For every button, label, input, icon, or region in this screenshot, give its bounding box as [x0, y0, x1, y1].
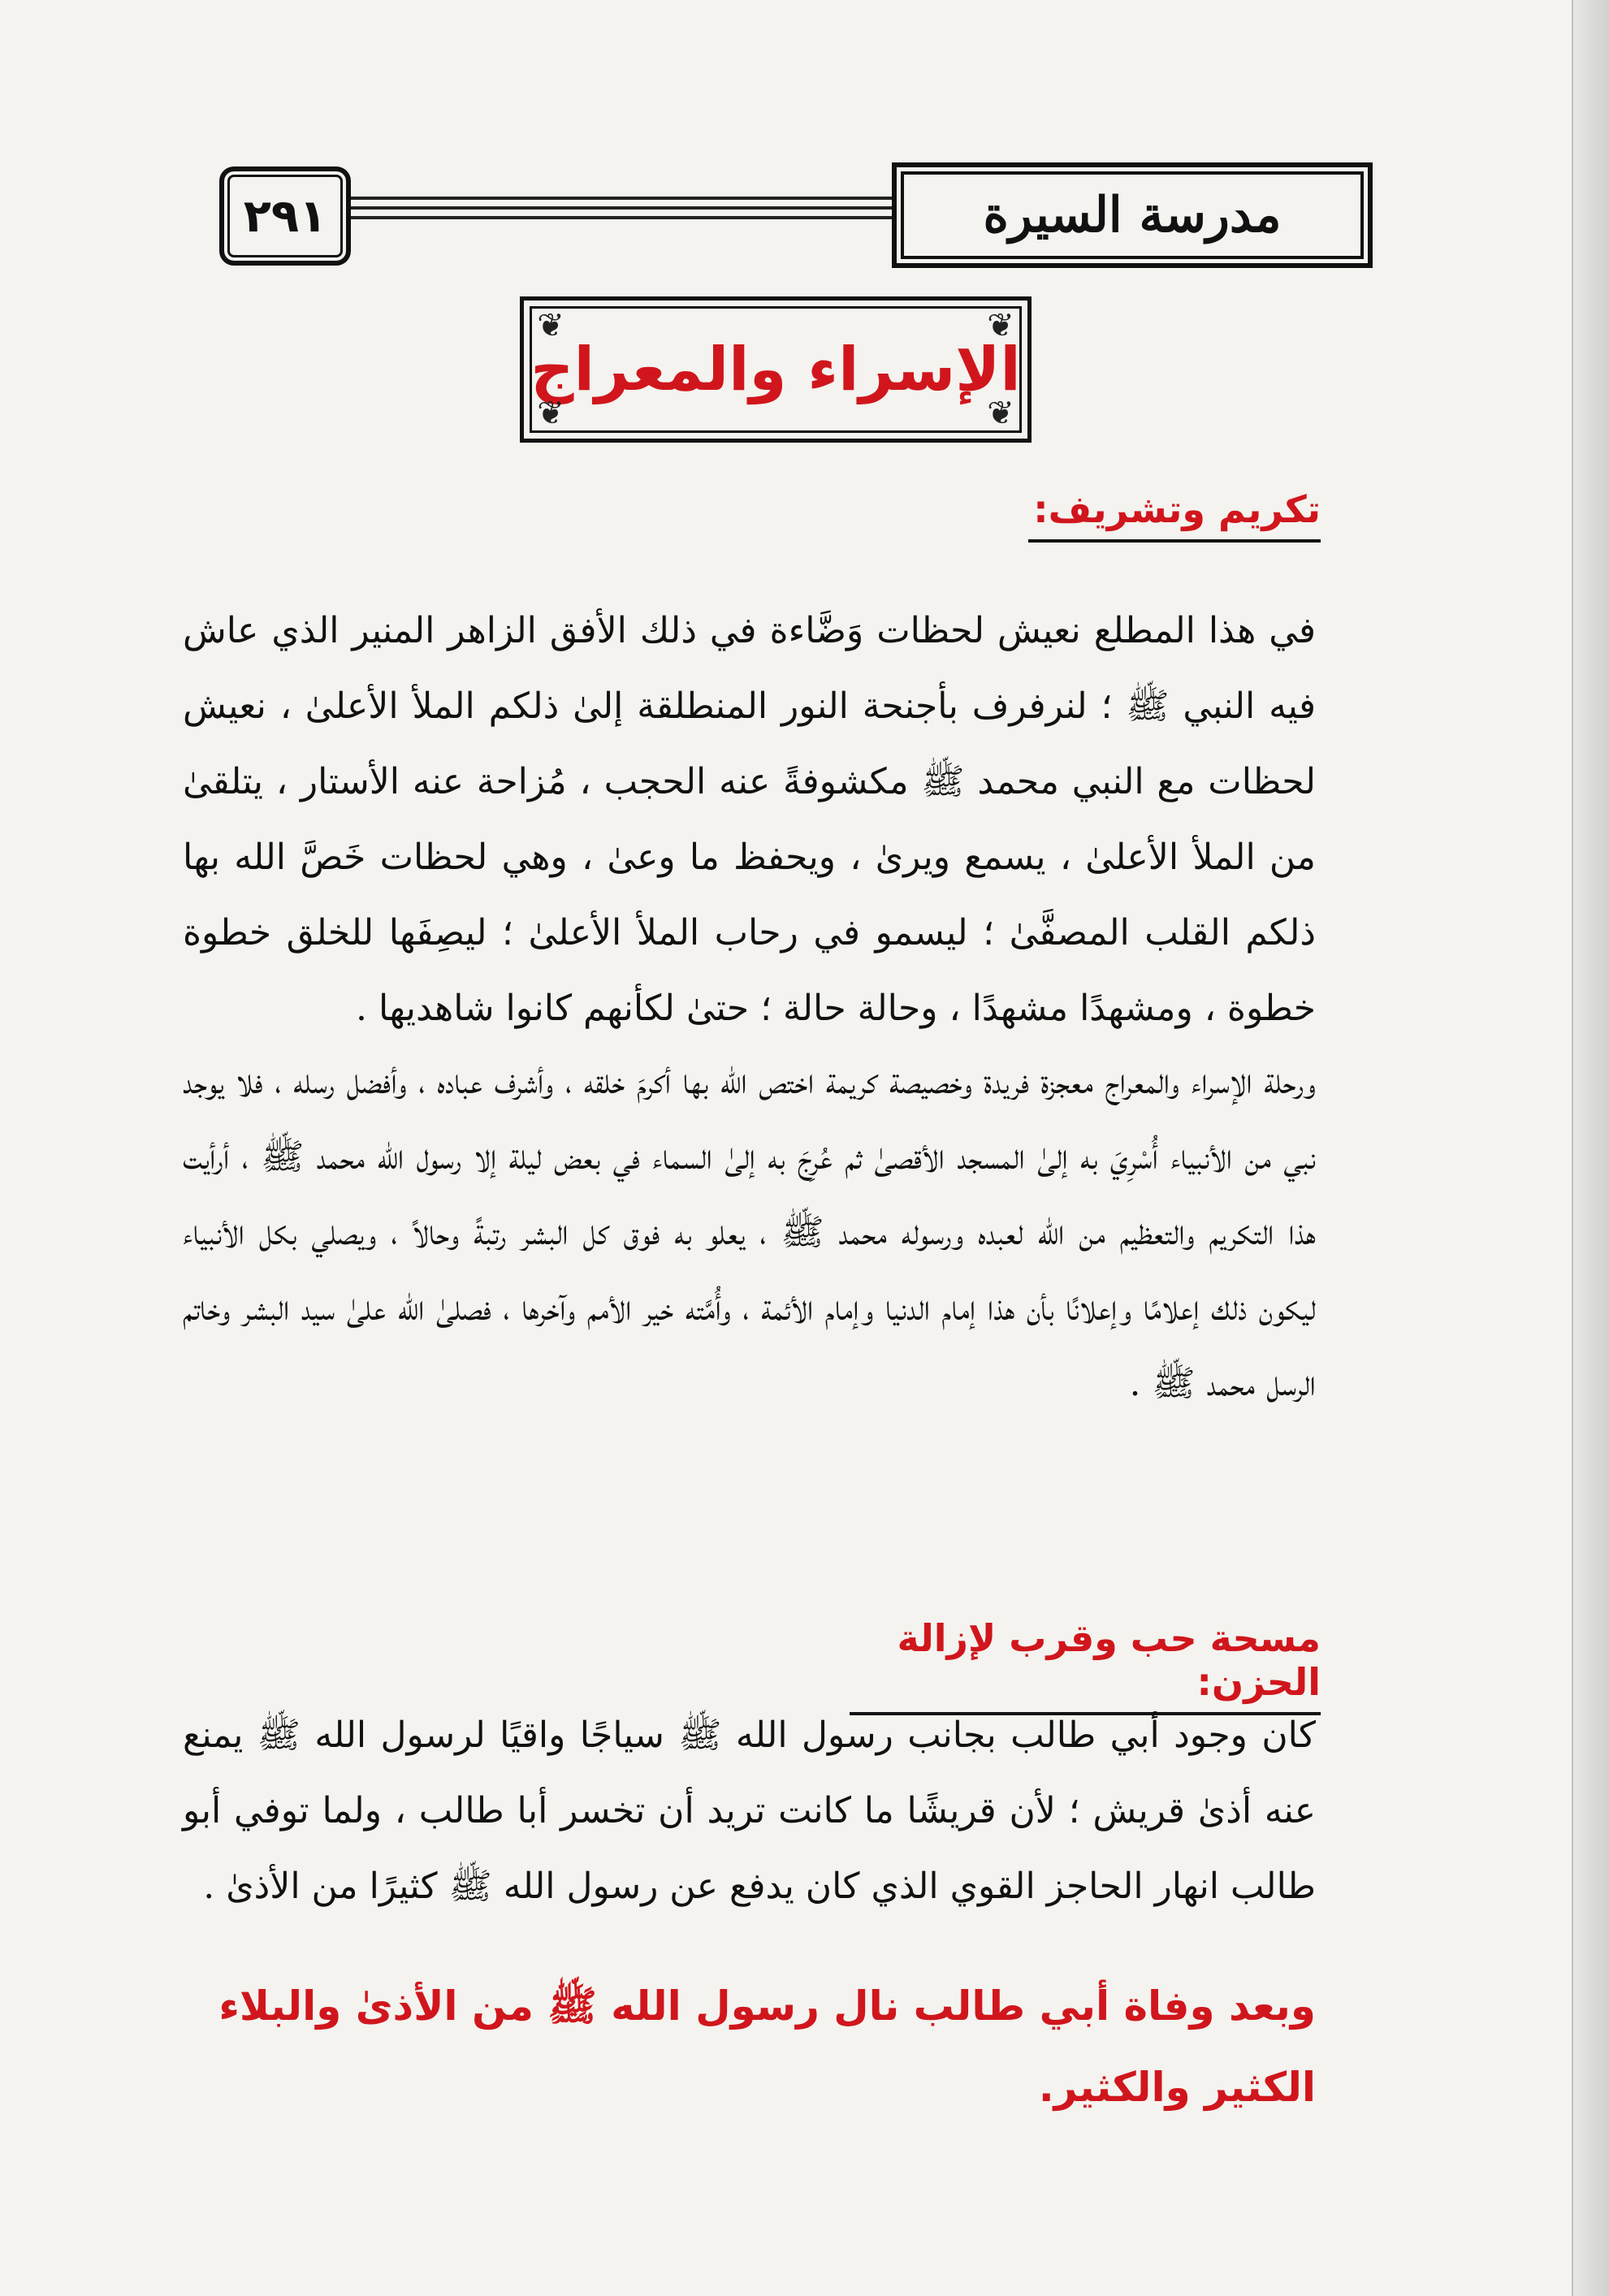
closing-highlight-line: وبعد وفاة أبي طالب نال رسول الله ﷺ من الأذىٰ والبلاء الكثير والكثير.: [218, 1983, 1316, 2111]
page-header: [171, 162, 1373, 260]
section-heading-text: تكريم وتشريف:: [1033, 487, 1321, 531]
paragraph: ورحلة الإسراء والمعراج معجزة فريدة وخصيصة كريمة اختص الله بها أكرمَ خلقه ، وأشرف عباده ، وأفضل رسله ، فلا يوجد نبي من الأنبياء أُسْرِيَ به إلىٰ المسجد الأقصىٰ ثم عُرِجَ به إلىٰ السماء في بعض ليلة إلا رسول الله محمد ﷺ ، أرأيت هذا التكريم والتعظيم من الله لعبده ورسوله محمد ﷺ ، يعلو به فوق كل البشر رتبةً وحالاً ، ويصلي بكل الأنبياء ليكون ذلك إعلامًا وإعلانًا بأن هذا إمام الدنيا وإمام الأئمة ، وأُمَّته خير الأمم وآخرها ، فصلىٰ الله علىٰ سيد البشر وخاتم الرسل محمد ﷺ .: [183, 1061, 1316, 1404]
section-heading-text: مسحة حب وقرب لإزالة الحزن:: [897, 1616, 1321, 1704]
paragraph: في هذا المطلع نعيش لحظات وَضَّاءة في ذلك الأفق الزاهر المنير الذي عاش فيه النبي ﷺ ؛ لنرفرف بأجنحة النور المنطلقة إلىٰ ذلكم الملأ الأعلىٰ ، نعيش لحظات مع النبي محمد ﷺ مكشوفةً عنه الحجب ، مُزاحة عنه الأستار ، يتلقىٰ من الملأ الأعلىٰ ، يسمع ويرىٰ ، ويحفظ ما وعىٰ ، وهي لحظات خَصَّ الله بها ذلكم القلب المصفَّىٰ ؛ ليسمو في رحاب الملأ الأعلىٰ ؛ ليصِفَها للخلق خطوة خطوة ، ومشهدًا مشهدًا ، وحالة حالة ؛ حتىٰ لكأنهم كانوا شاهديها .: [183, 610, 1316, 1029]
paragraph: كان وجود أبي طالب بجانب رسول الله ﷺ سياجًا واقيًا لرسول الله ﷺ يمنع عنه أذىٰ قريش ؛ لأن قريشًا ما كانت تريد أن تخسر أبا طالب ، ولما توفي أبو طالب انهار الحاجز القوي الذي كان يدفع عن رسول الله ﷺ كثيرًا من الأذىٰ .: [183, 1714, 1316, 1907]
chapter-title: الإسراء والمعراج: [530, 335, 1021, 404]
page-edge-line: [1572, 0, 1573, 2296]
ornament-icon: ❦: [987, 307, 1014, 344]
page-number: ٢٩١: [219, 166, 351, 266]
series-title: مدرسة السيرة: [892, 162, 1373, 268]
section-heading: [1028, 487, 1321, 543]
ornament-icon: ❦: [537, 395, 564, 432]
chapter-title-frame: [520, 296, 1032, 443]
ornament-icon: ❦: [537, 307, 564, 344]
heading-underline: [1028, 539, 1321, 543]
ornament-icon: ❦: [987, 395, 1014, 432]
page-edge-shadow: [1572, 0, 1609, 2296]
